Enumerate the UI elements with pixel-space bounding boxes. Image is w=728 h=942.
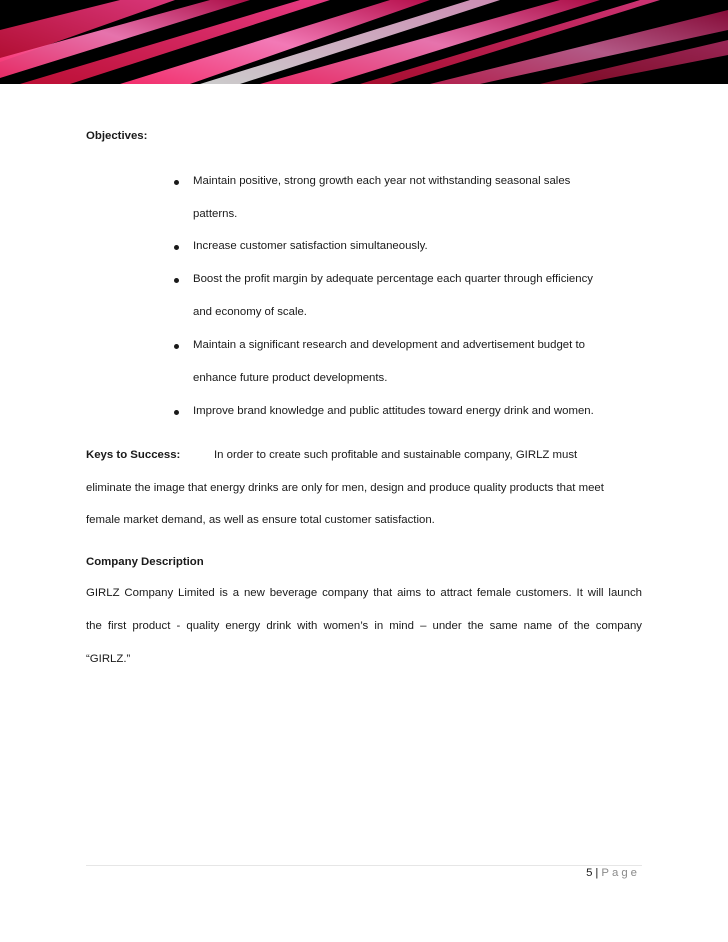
page-footer (586, 867, 640, 879)
objective-4-line-2: enhance future product developments. (193, 372, 388, 384)
objective-2: Increase customer satisfaction simultaneously. (193, 240, 428, 252)
keys-to-success-label: Keys to Success: (86, 449, 181, 461)
keys-to-success-line-1: In order to create such profitable and sustainable company, GIRLZ must (214, 449, 578, 461)
bullet-icon (174, 344, 179, 349)
header-banner (0, 0, 728, 84)
bullet-icon (174, 278, 179, 283)
company-description-line-1: GIRLZ Company Limited is a new beverage company that aims to attract female customers. It will launch (86, 587, 642, 599)
keys-to-success-line-2: eliminate the image that energy drinks are only for men, design and produce quality products that meet (86, 482, 604, 494)
footer-divider (86, 865, 642, 866)
light-streaks-image (0, 0, 728, 84)
keys-to-success-line-3: female market demand, as well as ensure total customer satisfaction. (86, 514, 435, 526)
bullet-icon (174, 245, 179, 250)
objective-3-line-2: and economy of scale. (193, 306, 307, 318)
objective-4-line-1: Maintain a significant research and development and advertisement budget to (193, 339, 585, 351)
objective-3-line-1: Boost the profit margin by adequate percentage each quarter through efficiency (193, 273, 593, 285)
company-description-heading: Company Description (86, 556, 204, 568)
footer-separator: | (595, 867, 599, 879)
objective-1-line-2: patterns. (193, 208, 238, 220)
company-description-line-3: “GIRLZ.” (86, 653, 131, 665)
objectives-heading: Objectives: (86, 130, 148, 142)
objective-5: Improve brand knowledge and public attitudes toward energy drink and women. (193, 405, 594, 417)
company-description-line-2: the first product - quality energy drink with women’s in mind – under the same name of the company (86, 620, 642, 632)
page-label: Page (601, 867, 640, 879)
page-number: 5 (586, 867, 593, 879)
bullet-icon (174, 410, 179, 415)
objective-1-line-1: Maintain positive, strong growth each year not withstanding seasonal sales (193, 175, 571, 187)
bullet-icon (174, 180, 179, 185)
